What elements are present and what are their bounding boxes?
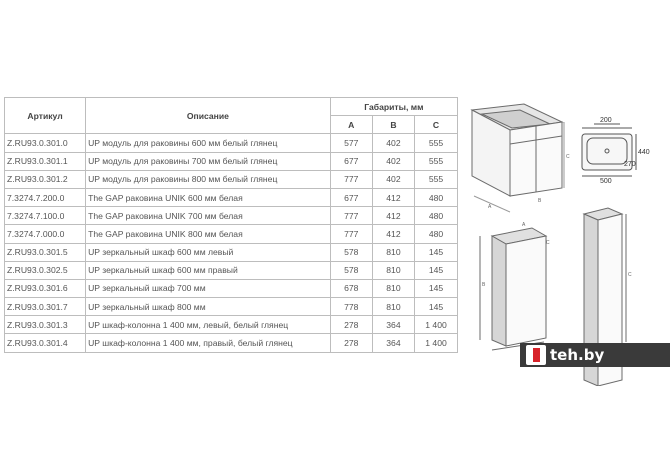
dim-a-cell: 578	[330, 261, 372, 279]
dim-c-cell: 555	[415, 134, 458, 152]
dim-c-cell: 145	[415, 261, 458, 279]
header-dimensions: Габариты, мм	[330, 98, 457, 116]
teh-by-logo	[520, 343, 670, 367]
article-cell: Z.RU93.0.301.2	[5, 170, 86, 188]
table-row	[5, 152, 458, 170]
dim-c-cell: 555	[415, 152, 458, 170]
mirror-letter-a: A	[522, 222, 526, 228]
mirror-letter-c: C	[546, 240, 550, 246]
dim-b-cell: 402	[372, 152, 414, 170]
description-cell: UP зеркальный шкаф 700 мм	[86, 279, 331, 297]
dim-b-cell: 364	[372, 316, 414, 334]
description-cell: UP зеркальный шкаф 800 мм	[86, 298, 331, 316]
dim-c-cell: 1 400	[415, 316, 458, 334]
dim-a-cell: 777	[330, 170, 372, 188]
specification-table	[4, 97, 458, 353]
table-row	[5, 188, 458, 206]
basin-dim-top: 200	[600, 117, 612, 124]
table-row	[5, 279, 458, 297]
dim-a-cell: 677	[330, 152, 372, 170]
description-cell: The GAP раковина UNIK 600 мм белая	[86, 188, 331, 206]
logo-mark-icon	[526, 345, 546, 365]
dim-c-cell: 555	[415, 170, 458, 188]
dim-a-cell: 677	[330, 188, 372, 206]
table-row	[5, 298, 458, 316]
dim-a-cell: 577	[330, 134, 372, 152]
article-cell: Z.RU93.0.301.1	[5, 152, 86, 170]
mirror-letter-b: B	[482, 282, 486, 288]
header-description: Описание	[86, 98, 331, 134]
table-row	[5, 134, 458, 152]
dim-c-cell: 480	[415, 225, 458, 243]
description-cell: The GAP раковина UNIK 700 мм белая	[86, 207, 331, 225]
basin-top-view-drawing	[582, 124, 636, 176]
article-cell: Z.RU93.0.301.0	[5, 134, 86, 152]
dim-b-cell: 412	[372, 188, 414, 206]
dim-c-cell: 1 400	[415, 334, 458, 352]
table-row	[5, 207, 458, 225]
header-dim-a: A	[330, 116, 372, 134]
dim-a-cell: 777	[330, 207, 372, 225]
article-cell: 7.3274.7.200.0	[5, 188, 86, 206]
table-row	[5, 170, 458, 188]
dim-b-cell: 412	[372, 207, 414, 225]
dim-c-cell: 145	[415, 298, 458, 316]
table-row	[5, 243, 458, 261]
table-row	[5, 316, 458, 334]
dim-b-cell: 810	[372, 298, 414, 316]
article-cell: Z.RU93.0.301.3	[5, 316, 86, 334]
description-cell: UP зеркальный шкаф 600 мм правый	[86, 261, 331, 279]
table-body	[5, 134, 458, 352]
dim-b-cell: 810	[372, 261, 414, 279]
dim-c-cell: 480	[415, 188, 458, 206]
table-row	[5, 334, 458, 352]
table-row	[5, 225, 458, 243]
article-cell: 7.3274.7.100.0	[5, 207, 86, 225]
dim-b-cell: 402	[372, 134, 414, 152]
description-cell: UP шкаф-колонна 1 400 мм, левый, белый глянец	[86, 316, 331, 334]
dim-b-cell: 364	[372, 334, 414, 352]
dim-b-cell: 810	[372, 243, 414, 261]
header-article: Артикул	[5, 98, 86, 134]
dim-a-cell: 578	[330, 243, 372, 261]
description-cell: UP шкаф-колонна 1 400 мм, правый, белый глянец	[86, 334, 331, 352]
basin-dim-bottom: 500	[600, 178, 612, 185]
description-cell: UP зеркальный шкаф 600 мм левый	[86, 243, 331, 261]
basin-dim-right-lower: 270	[624, 161, 636, 168]
article-cell: Z.RU93.0.301.6	[5, 279, 86, 297]
dim-a-cell: 777	[330, 225, 372, 243]
cabinet-letter-b: B	[538, 198, 542, 204]
cabinet-letter-c: C	[566, 154, 570, 160]
dim-b-cell: 402	[372, 170, 414, 188]
dim-b-cell: 810	[372, 279, 414, 297]
basin-dim-right-upper: 440	[638, 149, 650, 156]
dim-a-cell: 278	[330, 334, 372, 352]
article-cell: Z.RU93.0.301.7	[5, 298, 86, 316]
article-cell: 7.3274.7.000.0	[5, 225, 86, 243]
dim-a-cell: 778	[330, 298, 372, 316]
header-dim-c: C	[415, 116, 458, 134]
sink-cabinet-drawing	[472, 104, 564, 212]
article-cell: Z.RU93.0.301.5	[5, 243, 86, 261]
dim-a-cell: 678	[330, 279, 372, 297]
article-cell: Z.RU93.0.301.4	[5, 334, 86, 352]
dim-a-cell: 278	[330, 316, 372, 334]
dim-c-cell: 145	[415, 279, 458, 297]
dim-c-cell: 145	[415, 243, 458, 261]
mirror-cabinet-drawing	[480, 228, 546, 350]
column-letter-c: C	[628, 272, 632, 278]
article-cell: Z.RU93.0.302.5	[5, 261, 86, 279]
header-dim-b: B	[372, 116, 414, 134]
dim-b-cell: 412	[372, 225, 414, 243]
cabinet-letter-a: A	[488, 204, 492, 210]
description-cell: The GAP раковина UNIK 800 мм белая	[86, 225, 331, 243]
description-cell: UP модуль для раковины 600 мм белый глянец	[86, 134, 331, 152]
description-cell: UP модуль для раковины 800 мм белый глянец	[86, 170, 331, 188]
description-cell: UP модуль для раковины 700 мм белый глянец	[86, 152, 331, 170]
dim-c-cell: 480	[415, 207, 458, 225]
logo-text: teh.by	[550, 346, 605, 364]
table-row	[5, 261, 458, 279]
